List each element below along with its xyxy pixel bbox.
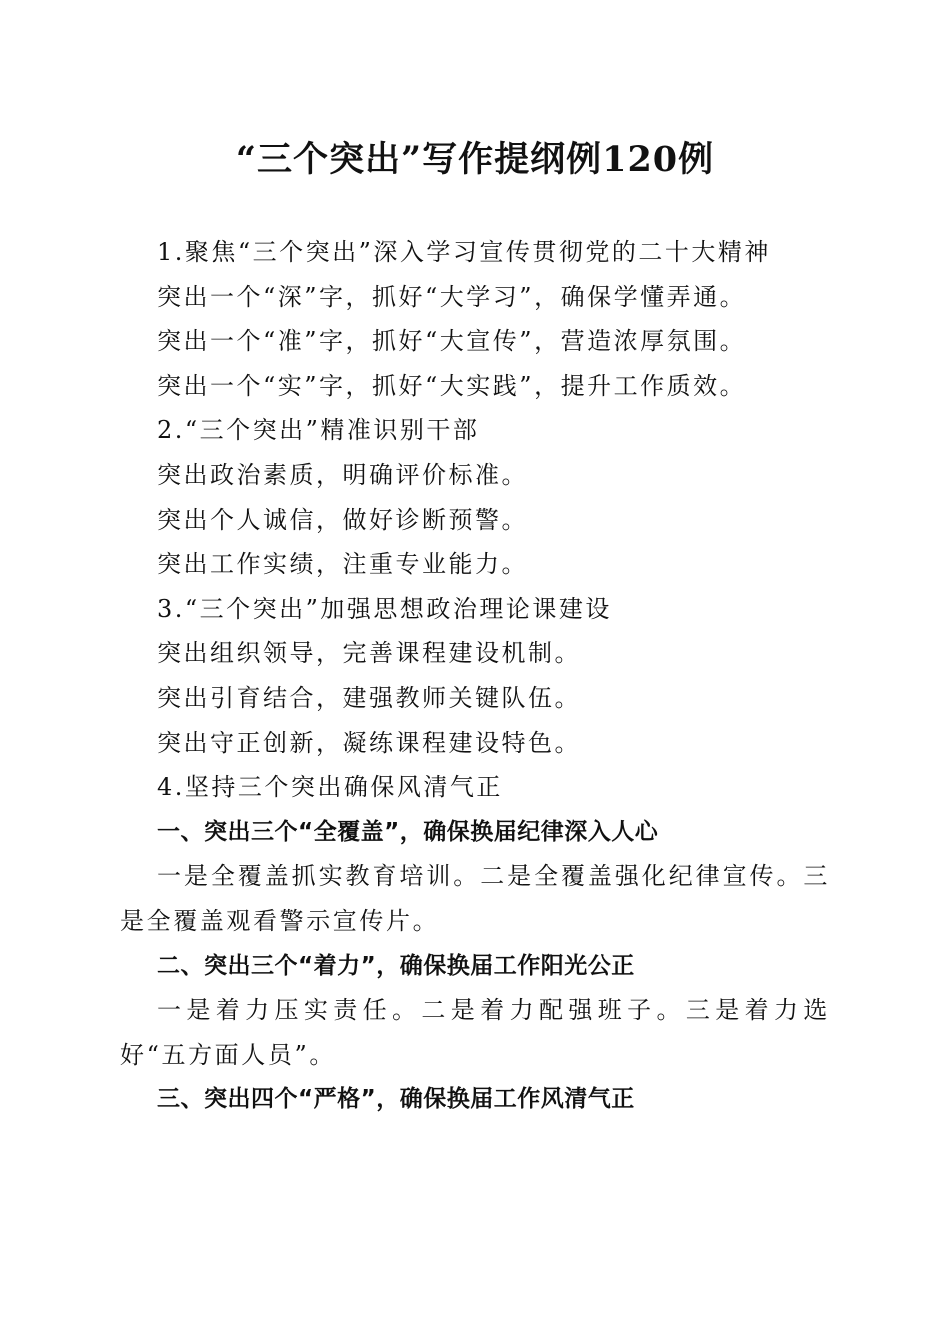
section-2-title: 2.“三个突出”精准识别干部 <box>157 416 480 445</box>
paragraph-1: 一是全覆盖抓实教育培训。二是全覆盖强化纪律宣传。三是全覆盖观看警示宣传片。 <box>120 862 830 935</box>
subheading-3: 三、突出四个“严格”，确保换届工作风清气正 <box>157 1086 635 1113</box>
document-body <box>120 230 830 1122</box>
paragraph-2: 一是着力压实责任。二是着力配强班子。三是着力选好“五方面人员”。 <box>120 996 830 1069</box>
subheading-2: 二、突出三个“着力”，确保换届工作阳光公正 <box>157 952 635 979</box>
subheading-1: 一、突出三个“全覆盖”，确保换届纪律深入人心 <box>157 818 659 845</box>
section-4-title: 4.坚持三个突出确保风清气正 <box>157 773 503 802</box>
text-line: 突出一个“实”字，抓好“大实践”，提升工作质效。 <box>157 371 747 400</box>
text-line: 突出守正创新，凝练课程建设特色。 <box>157 728 581 757</box>
section-3-title: 3.“三个突出”加强思想政治理论课建设 <box>157 594 612 623</box>
text-line: 突出一个“准”字，抓好“大宣传”，营造浓厚氛围。 <box>157 327 747 356</box>
text-line: 突出个人诚信，做好诊断预警。 <box>157 505 528 534</box>
text-line: 突出组织领导，完善课程建设机制。 <box>157 639 581 668</box>
text-line: 突出工作实绩，注重专业能力。 <box>157 550 528 579</box>
document-title: “三个突出”写作提纲例120例 <box>235 139 715 180</box>
text-line: 突出引育结合，建强教师关键队伍。 <box>157 683 581 712</box>
text-line: 突出一个“深”字，抓好“大学习”，确保学懂弄通。 <box>157 282 747 311</box>
text-line: 突出政治素质，明确评价标准。 <box>157 460 528 489</box>
section-1-title: 1.聚焦“三个突出”深入学习宣传贯彻党的二十大精神 <box>157 238 771 266</box>
